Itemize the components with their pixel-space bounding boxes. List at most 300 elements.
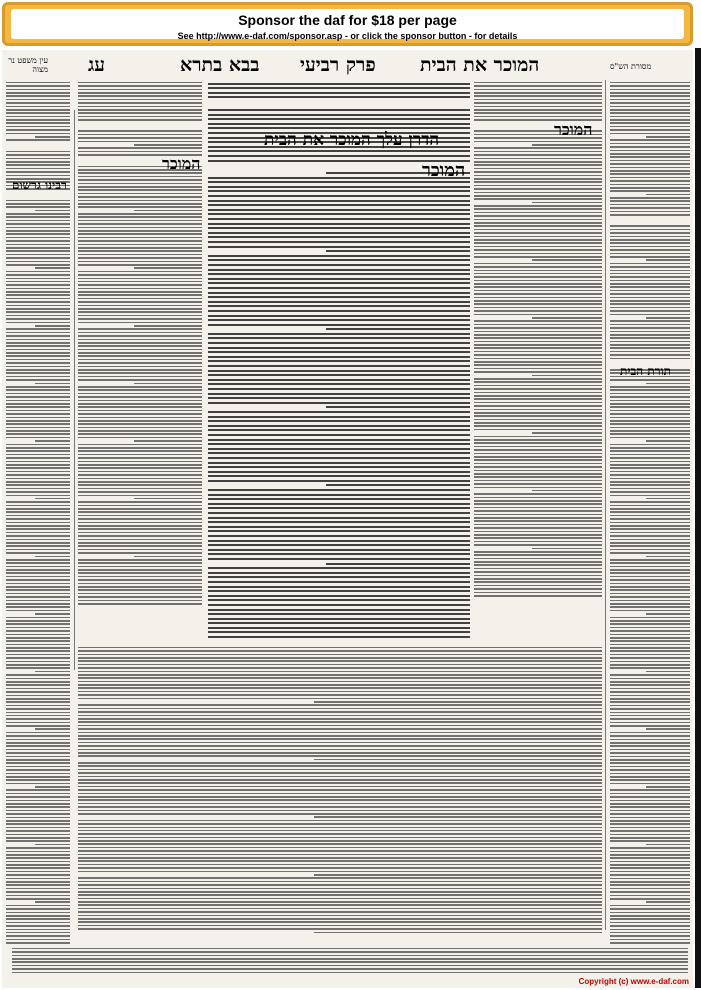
text-line [78, 508, 202, 510]
text-line [610, 511, 690, 513]
text-line [6, 359, 70, 361]
text-line [78, 437, 202, 439]
text-line [474, 551, 602, 553]
text-line [6, 216, 70, 218]
text-line [78, 427, 202, 429]
text-line [6, 478, 70, 480]
text-line [78, 671, 602, 673]
text-line [532, 375, 602, 377]
text-line [6, 820, 70, 822]
text-line [610, 297, 690, 299]
text-line [78, 352, 202, 354]
text-line [6, 667, 70, 669]
text-line [610, 351, 690, 353]
text-line [610, 834, 690, 836]
text-line [78, 918, 602, 920]
text-line [78, 308, 202, 310]
text-line [532, 144, 602, 146]
text-line [208, 282, 470, 284]
text-line [6, 725, 70, 727]
text-line [208, 227, 470, 229]
text-line [610, 589, 690, 591]
text-line [474, 242, 602, 244]
text-line [208, 517, 470, 519]
text-line [78, 694, 602, 696]
text-line [610, 300, 690, 302]
text-line [610, 881, 690, 883]
text-line [610, 606, 690, 608]
text-line [12, 972, 688, 974]
text-line [78, 119, 202, 121]
text-line [610, 204, 690, 206]
text-line [610, 864, 690, 866]
text-line [208, 627, 470, 629]
text-line [610, 89, 690, 91]
text-line [474, 106, 602, 108]
text-line [6, 583, 70, 585]
text-line [6, 413, 70, 415]
text-line [474, 425, 602, 427]
text-line [208, 264, 470, 266]
text-line [6, 332, 70, 334]
text-line [78, 511, 202, 513]
text-line [134, 383, 202, 385]
text-line [208, 186, 470, 188]
text-line [78, 840, 602, 842]
text-line [610, 126, 690, 128]
text-line [474, 92, 602, 94]
text-line [78, 823, 602, 825]
text-line [474, 446, 602, 448]
text-line [78, 843, 602, 845]
text-line [6, 535, 70, 537]
text-line [208, 370, 470, 372]
scrollbar[interactable] [695, 48, 701, 988]
text-line [610, 341, 690, 343]
text-line [78, 379, 202, 381]
text-line [6, 718, 70, 720]
text-line [78, 444, 202, 446]
text-line [610, 745, 690, 747]
text-line [474, 276, 602, 278]
text-line [610, 270, 690, 272]
text-line [78, 600, 202, 602]
text-line [78, 867, 602, 869]
text-line [78, 389, 202, 391]
sponsor-title[interactable]: Sponsor the daf for $18 per page [238, 12, 457, 28]
text-line [474, 212, 602, 214]
sponsor-subtitle[interactable]: See http://www.e-daf.com/sponsor.asp - or click the sponsor button - for details [177, 31, 518, 41]
text-line [208, 301, 470, 303]
text-line [208, 223, 470, 225]
text-line [474, 575, 602, 577]
text-line [6, 85, 70, 87]
text-line [78, 369, 202, 371]
text-line [6, 109, 70, 111]
text-line [78, 179, 202, 181]
text-line [610, 922, 690, 924]
text-line [474, 185, 602, 187]
text-line [610, 935, 690, 937]
text-line [78, 539, 202, 541]
text-line [610, 586, 690, 588]
text-line [610, 119, 690, 121]
text-line [474, 480, 602, 482]
text-line [78, 99, 202, 101]
sponsor-banner-inner[interactable] [11, 9, 684, 39]
text-line [610, 739, 690, 741]
chapter-title: המוכר את הבית [420, 54, 540, 76]
text-line [6, 542, 70, 544]
text-line [610, 461, 690, 463]
text-line [78, 745, 602, 747]
text-line [610, 603, 690, 605]
text-line [6, 444, 70, 446]
text-line [78, 593, 202, 595]
text-line [208, 618, 470, 620]
text-line [78, 698, 602, 700]
text-line [610, 644, 690, 646]
text-line [610, 393, 690, 395]
text-line [6, 803, 70, 805]
text-line [208, 572, 470, 574]
text-line [208, 503, 470, 505]
text-line [78, 410, 202, 412]
text-line [610, 851, 690, 853]
text-line [6, 691, 70, 693]
text-line [610, 163, 690, 165]
text-line [646, 194, 690, 196]
divider-left [74, 110, 75, 670]
text-line [78, 478, 202, 480]
text-line [6, 834, 70, 836]
text-line [208, 333, 470, 335]
text-line [6, 762, 70, 764]
text-line [6, 912, 70, 914]
text-line [78, 518, 202, 520]
text-line [474, 334, 602, 336]
text-line [610, 396, 690, 398]
text-line [474, 286, 602, 288]
text-line [208, 246, 470, 248]
text-line [6, 549, 70, 551]
text-line [6, 579, 70, 581]
text-line [6, 644, 70, 646]
text-line [610, 610, 690, 612]
text-line [610, 437, 690, 439]
text-line [78, 589, 202, 591]
tosafot-heading-word: המוכר [162, 154, 201, 173]
text-line [78, 430, 202, 432]
text-line [78, 474, 202, 476]
text-line [610, 518, 690, 520]
text-line [474, 449, 602, 451]
text-line [610, 939, 690, 941]
text-line [474, 568, 602, 570]
text-line [474, 171, 602, 173]
text-line [610, 190, 690, 192]
text-line [78, 915, 602, 917]
text-line [78, 328, 202, 330]
text-line [474, 456, 602, 458]
text-line [474, 402, 602, 404]
text-line [646, 498, 690, 500]
text-line [6, 545, 70, 547]
text-line [610, 752, 690, 754]
text-line [208, 512, 470, 514]
text-line [610, 827, 690, 829]
sponsor-banner[interactable] [2, 2, 693, 46]
text-line [610, 331, 690, 333]
text-line [474, 307, 602, 309]
text-line [78, 552, 202, 554]
text-line [6, 813, 70, 815]
text-line [6, 840, 70, 842]
text-line [208, 613, 470, 615]
text-line [610, 691, 690, 693]
text-line [610, 266, 690, 268]
text-line [208, 374, 470, 376]
text-line [474, 592, 602, 594]
text-line [610, 173, 690, 175]
right-margin-column [610, 80, 690, 960]
text-line [6, 126, 70, 128]
text-line [78, 569, 202, 571]
text-line [6, 837, 70, 839]
text-line [208, 181, 470, 183]
text-line [35, 613, 70, 615]
text-line [474, 320, 602, 322]
text-line [208, 324, 470, 326]
text-line [208, 92, 470, 94]
text-line [646, 901, 690, 903]
text-line [208, 466, 470, 468]
text-line [78, 654, 602, 656]
text-line [474, 541, 602, 543]
text-line [6, 851, 70, 853]
text-line [35, 671, 70, 673]
text-line [78, 220, 202, 222]
text-line [6, 915, 70, 917]
text-line [610, 337, 690, 339]
text-line [474, 347, 602, 349]
text-line [6, 759, 70, 761]
text-line [6, 322, 70, 324]
text-line [610, 211, 690, 213]
text-line [78, 495, 202, 497]
text-line [6, 386, 70, 388]
text-line [78, 806, 602, 808]
text-line [78, 681, 602, 683]
text-line [6, 318, 70, 320]
text-line [474, 95, 602, 97]
text-line [78, 223, 202, 225]
text-line [78, 393, 202, 395]
text-line [474, 439, 602, 441]
text-line [78, 147, 202, 149]
text-line [610, 583, 690, 585]
text-line [610, 122, 690, 124]
text-line [208, 273, 470, 275]
text-line [610, 559, 690, 561]
text-line [78, 765, 602, 767]
text-line [474, 571, 602, 573]
text-line [6, 501, 70, 503]
text-line [6, 278, 70, 280]
text-line [474, 497, 602, 499]
text-line [610, 457, 690, 459]
text-line [6, 288, 70, 290]
text-line [208, 351, 470, 353]
text-line [78, 488, 202, 490]
text-line [610, 705, 690, 707]
text-line [610, 572, 690, 574]
text-line [6, 867, 70, 869]
text-line [610, 725, 690, 727]
text-line [610, 820, 690, 822]
text-line [610, 678, 690, 680]
text-line [610, 874, 690, 876]
text-line [474, 595, 602, 597]
text-line [6, 89, 70, 91]
text-line [78, 657, 602, 659]
text-line [78, 562, 202, 564]
text-line [532, 317, 602, 319]
text-line [6, 884, 70, 886]
text-line [6, 874, 70, 876]
text-line [610, 413, 690, 415]
text-line [78, 322, 202, 324]
text-line [610, 718, 690, 720]
text-line [6, 467, 70, 469]
text-line [6, 698, 70, 700]
text-line [610, 354, 690, 356]
text-line [6, 488, 70, 490]
text-line [208, 397, 470, 399]
text-line [6, 898, 70, 900]
text-line [314, 701, 602, 703]
text-line [78, 864, 602, 866]
text-line [474, 585, 602, 587]
text-line [610, 256, 690, 258]
text-line [474, 236, 602, 238]
text-line [610, 334, 690, 336]
text-line [78, 708, 602, 710]
text-line [208, 360, 470, 362]
text-line [6, 508, 70, 510]
text-line [78, 687, 602, 689]
text-line [78, 230, 202, 232]
text-line [474, 470, 602, 472]
text-line [474, 531, 602, 533]
text-line [610, 450, 690, 452]
text-line [610, 654, 690, 656]
text-line [78, 884, 602, 886]
text-line [208, 553, 470, 555]
text-line [6, 161, 70, 163]
text-line [474, 507, 602, 509]
text-line [474, 503, 602, 505]
text-line [610, 146, 690, 148]
text-line [6, 674, 70, 676]
text-line [35, 786, 70, 788]
text-line [6, 637, 70, 639]
text-line [78, 359, 202, 361]
text-line [6, 562, 70, 564]
text-line [6, 661, 70, 663]
text-line [474, 483, 602, 485]
text-line [78, 772, 602, 774]
text-line [6, 810, 70, 812]
text-line [610, 464, 690, 466]
text-line [6, 793, 70, 795]
text-line [610, 280, 690, 282]
text-line [78, 545, 202, 547]
text-line [78, 271, 202, 273]
text-line [532, 259, 602, 261]
text-line [208, 631, 470, 633]
text-line [6, 905, 70, 907]
text-line [208, 622, 470, 624]
text-line [610, 389, 690, 391]
mishnah-opening-word: המוכר [422, 160, 466, 181]
text-line [6, 908, 70, 910]
text-line [610, 82, 690, 84]
text-line [610, 150, 690, 152]
text-line [6, 389, 70, 391]
text-line [35, 556, 70, 558]
text-line [78, 196, 202, 198]
text-line [6, 715, 70, 717]
text-line [6, 532, 70, 534]
text-line [208, 319, 470, 321]
text-line [474, 232, 602, 234]
text-line [474, 266, 602, 268]
text-line [6, 417, 70, 419]
copyright-notice[interactable]: Copyright (c) www.e-daf.com [578, 977, 689, 986]
text-line [78, 311, 202, 313]
text-gap [208, 98, 470, 106]
text-line [6, 284, 70, 286]
text-line [78, 898, 602, 900]
text-line [6, 800, 70, 802]
text-line [6, 119, 70, 121]
text-line [610, 661, 690, 663]
text-line [646, 671, 690, 673]
text-line [78, 376, 202, 378]
text-line [610, 187, 690, 189]
text-line [610, 246, 690, 248]
text-line [646, 259, 690, 261]
text-line [610, 837, 690, 839]
text-line [6, 830, 70, 832]
text-line [78, 298, 202, 300]
text-line [78, 200, 202, 202]
text-line [78, 901, 602, 903]
text-line [610, 327, 690, 329]
text-line [78, 216, 202, 218]
text-line [6, 158, 70, 160]
text-line [78, 691, 602, 693]
text-line [610, 535, 690, 537]
text-line [208, 609, 470, 611]
text-line [474, 219, 602, 221]
text-line [6, 227, 70, 229]
text-line [78, 752, 602, 754]
text-line [610, 630, 690, 632]
text-line [78, 535, 202, 537]
text-line [208, 576, 470, 578]
